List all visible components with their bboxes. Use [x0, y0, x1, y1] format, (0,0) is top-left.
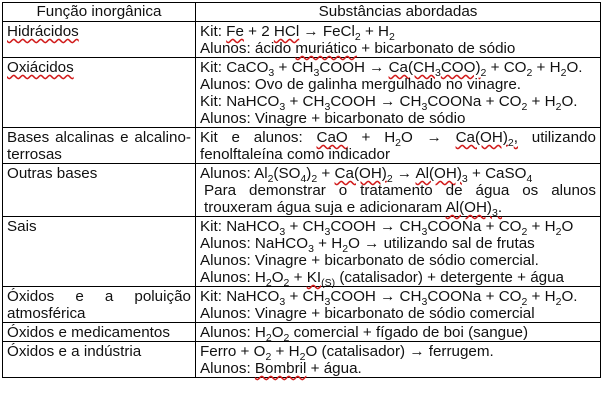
substance-line: Alunos: Vinagre + bicarbonato de sódio comercial: [200, 305, 535, 322]
function-name: Hidrácidos: [7, 23, 79, 40]
substances-cell: [196, 22, 601, 58]
substance-line: Alunos: $H_2O_2$ comercial + fígado de boi (sangue): [200, 324, 529, 345]
substance-line: Alunos: Vinagre + bicarbonato de sódio comercial.: [200, 252, 539, 269]
substance-line: Kit: NaHCO$_3$ + $CH_3COOH$ → $CH_3COONa + CO_2 + H_2O$: [200, 218, 574, 239]
function-name: Bases alcalinas e alcalino-terrosas: [7, 129, 191, 163]
substance-line: Alunos: Bombril + água.: [200, 360, 362, 377]
table-row: [3, 164, 601, 217]
header-function: Função inorgânica: [3, 3, 196, 22]
function-name: Sais: [7, 218, 37, 235]
substances-cell: [196, 323, 601, 345]
table-row: [3, 217, 601, 287]
substances-cell: [196, 217, 601, 290]
substance-line: Kit: NaHCO$_3$ + $CH_3COOH$ → $CH_3COONa + CO_2 + H_2O$.: [200, 93, 578, 114]
substance-line: Alunos: ácido muriático + bicarbonato de sódio: [200, 40, 516, 57]
function-cell: [3, 22, 196, 58]
table-header-row: [3, 3, 601, 22]
substance-line: Kit: Fe + 2 HCl → FeCl$_2$ + $H_2$: [200, 23, 395, 44]
function-cell: [3, 342, 196, 378]
substances-cell: [196, 287, 601, 323]
header-substances: Substâncias abordadas: [196, 3, 601, 22]
substance-line: Kit: CaCO$_3$ + $CH_3COOH \to Ca(CH_3COO)_2 + CO_2 + H_2O$.: [200, 59, 583, 80]
inorganic-functions-table: [2, 2, 601, 378]
substance-line: Alunos: $Al_2(SO_4)_2 + Ca(OH)_2 \to Al(OH)_3$ + CaSO$_4$: [200, 165, 533, 186]
function-cell: [3, 128, 196, 164]
function-name: Oxiácidos: [7, 59, 74, 76]
function-cell: [3, 287, 196, 323]
substances-cell: [196, 58, 601, 128]
substance-line: Kit: NaHCO$_3$ + $CH_3COOH$ → $CH_3COONa + CO_2 + H_2O$.: [200, 288, 578, 309]
substance-line: Alunos: $H_2O_2 + KI_{(S)}$ (catalisador) + detergente + água: [200, 269, 564, 290]
table-row: [3, 287, 601, 323]
substance-line: Kit e alunos: CaO + $H_2O \to Ca(OH)_2$, utilizando fenolftaleína como indicador: [200, 129, 596, 163]
function-cell: [3, 323, 196, 342]
substances-cell: [196, 128, 601, 164]
substance-line: Alunos: NaHCO$_3$ + $H_2O$ → utilizando sal de frutas: [200, 235, 535, 256]
function-name: Outras bases: [7, 165, 98, 182]
function-cell: [3, 58, 196, 128]
substances-cell: [196, 342, 601, 378]
function-name: Óxidos e medicamentos: [7, 324, 170, 341]
function-name: Óxidos e a poluição atmosférica: [7, 288, 191, 322]
table-row: [3, 128, 601, 164]
substance-line: Para demonstrar o tratamento de água os alunos trouxeram água suja e adicionaram $Al(OH)_3$.: [204, 182, 596, 220]
function-cell: [3, 217, 196, 287]
table-row: [3, 342, 601, 378]
table-row: [3, 22, 601, 58]
function-name: Óxidos e a indústria: [7, 343, 142, 360]
function-cell: [3, 164, 196, 217]
substances-cell: [196, 164, 601, 220]
table-row: [3, 323, 601, 342]
substance-line: Alunos: Vinagre + bicarbonato de sódio: [200, 110, 466, 127]
table-row: [3, 58, 601, 128]
substance-line: Alunos: Ovo de galinha mergulhado no vinagre.: [200, 76, 521, 93]
substance-line: Ferro + $O_2 + H_2O$ (catalisador) → ferrugem.: [200, 343, 494, 364]
